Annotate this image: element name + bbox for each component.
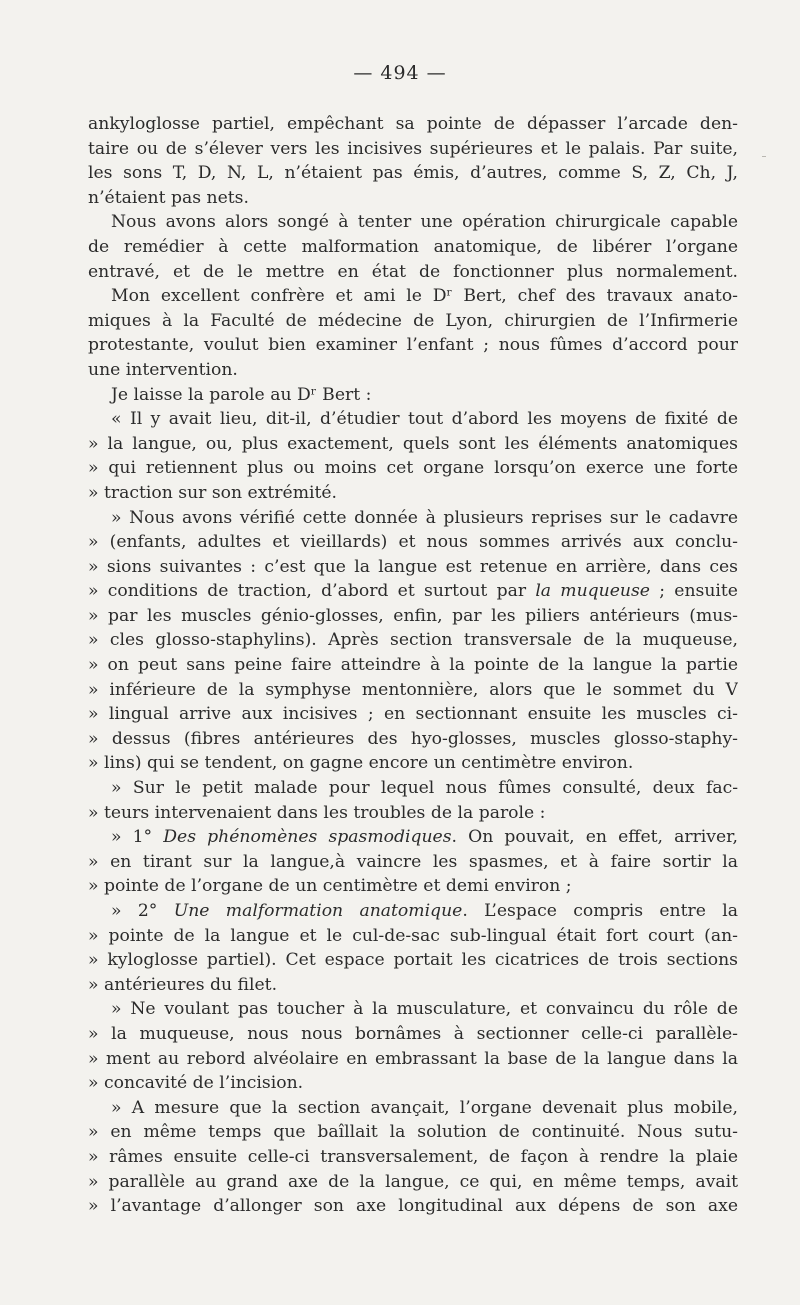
text-line: » inférieure de la symphyse mentonnière, alors que le sommet du V	[88, 679, 738, 700]
text-line: » Sur le petit malade pour lequel nous fûmes consulté, deux fac-	[111, 778, 738, 799]
text-line: Mon excellent confrère et ami le Dʳ Bert, chef des travaux anato-	[111, 286, 738, 307]
body-text	[88, 112, 738, 1219]
text-line: » cles glosso-staphylins). Après section transversale de la muqueuse,	[88, 630, 738, 651]
text-line: » qui retiennent plus ou moins cet organe lorsqu’on exerce une forte	[88, 458, 738, 479]
text-line: » concavité de l’incision.	[88, 1073, 304, 1094]
text-line: » traction sur son extrémité.	[88, 482, 338, 503]
page-number: — 494 —	[353, 62, 447, 84]
text-line: » sions suivantes : c’est que la langue est retenue en arrière, dans ces	[88, 556, 738, 577]
text-line: » kyloglosse partiel). Cet espace portait les cicatrices de trois sections	[88, 950, 738, 971]
text-line: Je laisse la parole au Dʳ Bert :	[111, 384, 372, 405]
text-line: » teurs intervenaient dans les troubles de la parole :	[88, 802, 546, 823]
text-line: » Ne voulant pas toucher à la musculature, et convaincu du rôle de	[111, 999, 738, 1020]
text-line: » la langue, ou, plus exactement, quels sont les éléments anatomiques	[88, 433, 738, 454]
text-line: Nous avons alors songé à tenter une opération chirurgicale capable	[111, 212, 738, 233]
text-line: » lingual arrive aux incisives ; en sectionnant ensuite les muscles ci-	[88, 704, 738, 725]
text-line: » l’avantage d’allonger son axe longitudinal aux dépens de son axe	[88, 1196, 738, 1217]
text-line: « Il y avait lieu, dit-il, d’étudier tout d’abord les moyens de fixité de	[111, 409, 738, 430]
text-line: miques à la Faculté de médecine de Lyon, chirurgien de l’Infirmerie	[88, 310, 738, 331]
text-line: » Nous avons vérifié cette donnée à plusieurs reprises sur le cadavre	[111, 507, 738, 528]
text-line: » 1° Des phénomènes spasmodiques. On pouvait, en effet, arriver,	[111, 827, 738, 848]
text-line: » ment au rebord alvéolaire en embrassant la base de la langue dans la	[88, 1048, 738, 1069]
text-line: » A mesure que la section avançait, l’organe devenait plus mobile,	[111, 1097, 738, 1118]
text-line: taire ou de s’élever vers les incisives supérieures et le palais. Par suite,	[88, 138, 738, 159]
text-line: » la muqueuse, nous nous bornâmes à sectionner celle-ci parallèle-	[88, 1023, 738, 1044]
text-line: » 2° Une malformation anatomique. L’espace compris entre la	[111, 901, 738, 921]
text-line: » pointe de l’organe de un centimètre et demi environ ;	[88, 876, 572, 897]
text-line: » par les muscles génio-glosses, enfin, par les piliers antérieurs (mus-	[88, 605, 738, 626]
text-line: les sons T, D, N, L, n’étaient pas émis, d’autres, comme S, Z, Ch, J,	[88, 163, 738, 184]
text-line: » antérieures du filet.	[88, 974, 278, 995]
text-line: » en même temps que baîllait la solution de continuité. Nous sutu-	[88, 1122, 738, 1143]
text-line: » conditions de traction, d’abord et surtout par la muqueuse ; ensuite	[88, 581, 738, 602]
text-line: » en tirant sur la langue,à vaincre les spasmes, et à faire sortir la	[88, 851, 738, 872]
text-line: » dessus (fibres antérieures des hyo-glosses, muscles glosso-staphy-	[88, 728, 738, 749]
text-line: une intervention.	[88, 359, 238, 380]
text-line: » pointe de la langue et le cul-de-sac sub-lingual était fort court (an-	[88, 925, 738, 946]
text-line: » (enfants, adultes et vieillards) et nous sommes arrivés aux conclu-	[88, 532, 738, 553]
paper-speck	[762, 156, 766, 157]
text-line: entravé, et de le mettre en état de fonctionner plus normalement.	[88, 261, 738, 282]
text-line: » parallèle au grand axe de la langue, ce qui, en même temps, avait	[88, 1171, 738, 1192]
text-line: ankyloglosse partiel, empêchant sa pointe de dépasser l’arcade den-	[88, 114, 738, 134]
text-line: » râmes ensuite celle-ci transversalement, de façon à rendre la plaie	[88, 1146, 738, 1167]
text-line: n’étaient pas nets.	[88, 187, 249, 208]
text-line: » on peut sans peine faire atteindre à la pointe de la langue la partie	[88, 655, 738, 676]
text-line: de remédier à cette malformation anatomique, de libérer l’organe	[88, 236, 738, 257]
text-line: protestante, voulut bien examiner l’enfant ; nous fûmes d’accord pour	[88, 335, 738, 356]
text-line: » lins) qui se tendent, on gagne encore un centimètre environ.	[88, 753, 634, 774]
